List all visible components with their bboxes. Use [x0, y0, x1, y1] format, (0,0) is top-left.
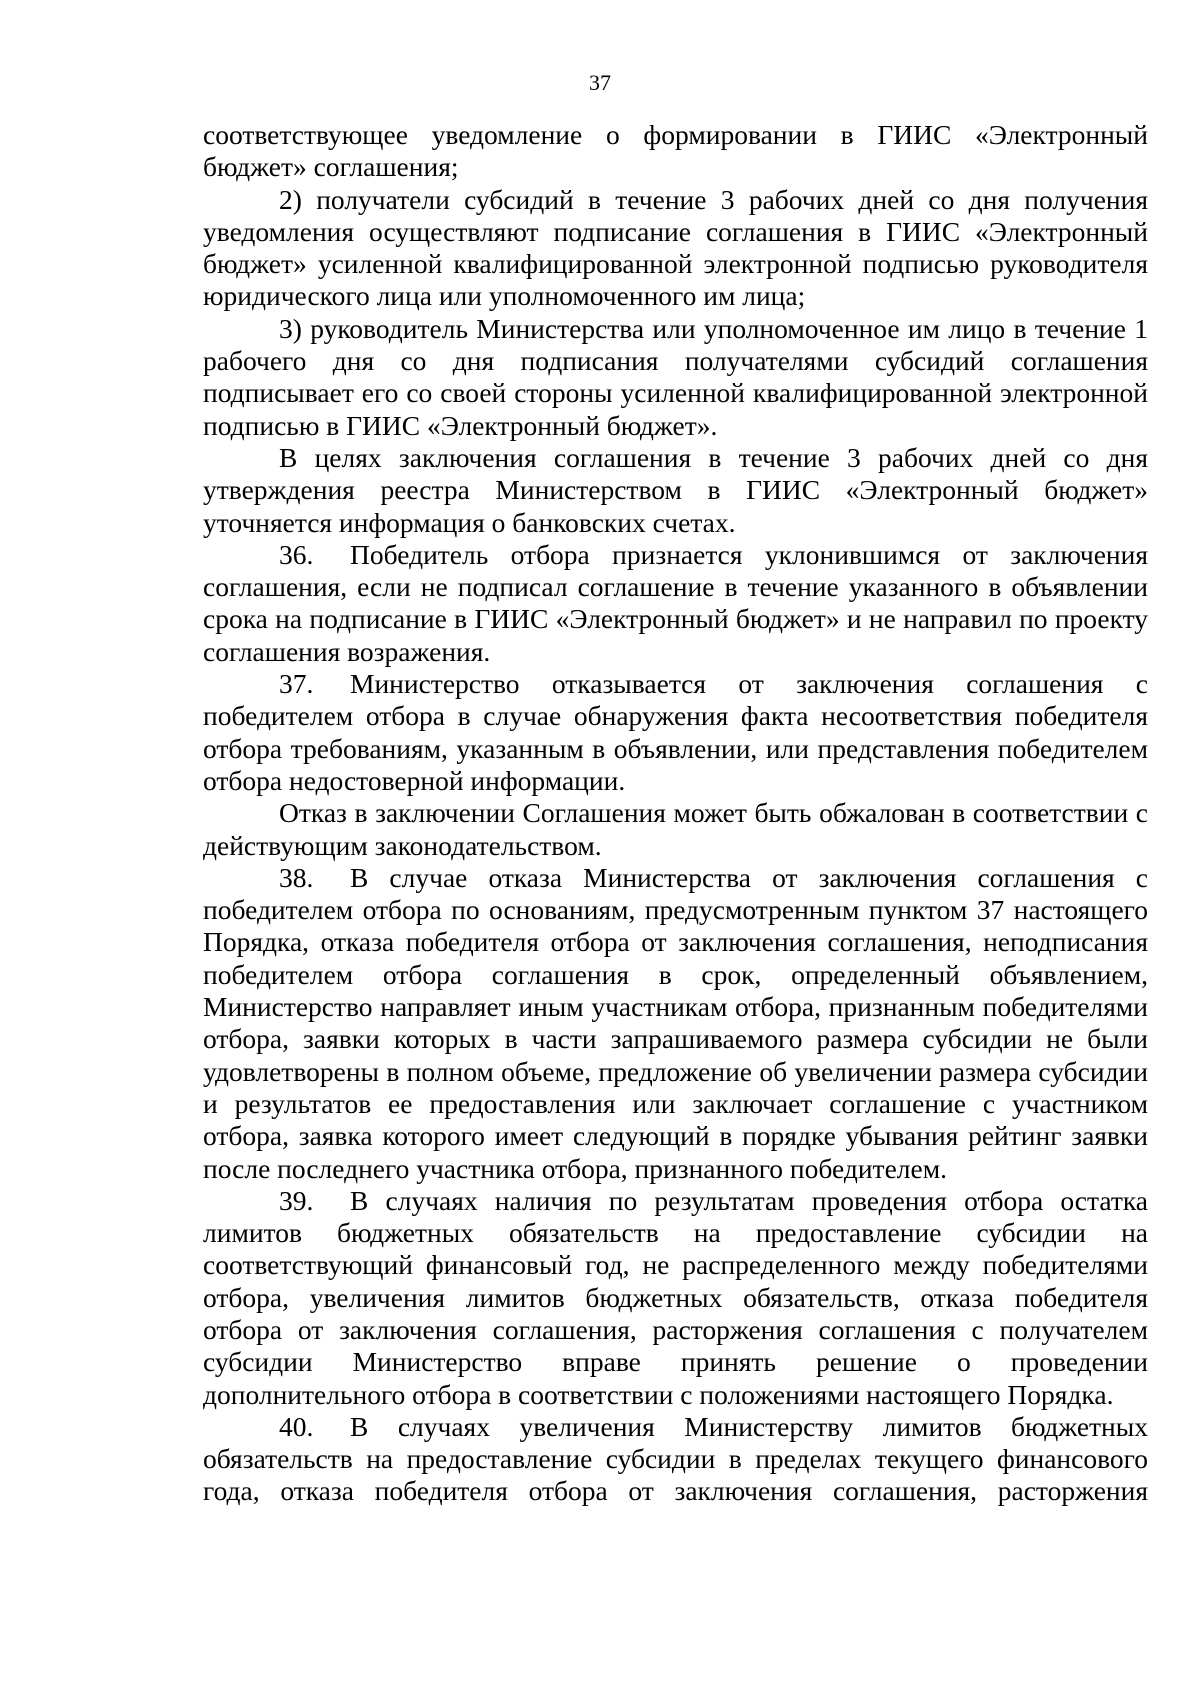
numbered-paragraph — [203, 862, 1148, 1185]
paragraph-number: 39. — [279, 1184, 314, 1216]
paragraph-number: 36. — [279, 538, 314, 570]
paragraph-text: соответствующее уведомление о формировании в ГИИС «Электронный бюджет» соглашения; — [203, 119, 1148, 183]
paragraph-text: В случаях наличия по результатам проведения отбора остатка лимитов бюджетных обязательств на предоставление субсидии на соответствующий финансовый год, не распределенного между победителями отбора, увеличения лимитов бюджетных обязательств, отказа победителя отбора от заключения соглашения, расторжения соглашения с получателем субсидии Министерство вправе принять решение о проведении дополнительного отбора в соответствии с положениями настоящего Порядка. — [203, 1184, 1148, 1410]
paragraph-text: Отказ в заключении Соглашения может быть обжалован в соответствии с действующим законодательством. — [203, 797, 1148, 861]
numbered-paragraph — [203, 1185, 1148, 1411]
paragraph — [203, 184, 1148, 313]
page-number: 37 — [589, 70, 611, 95]
paragraph — [203, 797, 1148, 862]
paragraph — [203, 313, 1148, 442]
paragraph-number: 38. — [279, 861, 314, 893]
paragraph-text: В случае отказа Министерства от заключения соглашения с победителем отбора по основаниям, предусмотренным пунктом 37 настоящего Порядка, отказа победителя отбора от заключения соглашения, неподписания победителем отбора соглашения в срок, определенный объявлением, Министерство направляет иным участникам отбора, признанным победителями отбора, заявки которых в части запрашиваемого размера субсидии не были удовлетворены в полном объеме, предложение об увеличении размера субсидии и результатов ее предоставления или заключает соглашение с участником отбора, заявка которого имеет следующий в порядке убывания рейтинг заявки после последнего участника отбора, признанного победителем. — [203, 861, 1148, 1184]
numbered-paragraph — [203, 668, 1148, 797]
paragraph-text: 2) получатели субсидий в течение 3 рабочих дней со дня получения уведомления осуществляют подписание соглашения в ГИИС «Электронный бюджет» усиленной квалифицированной электронной подписью руководителя юридического лица или уполномоченного им лица; — [203, 183, 1148, 312]
paragraph-text: Министерство отказывается от заключения соглашения с победителем отбора в случае обнаружения факта несоответствия победителя отбора требованиям, указанным в объявлении, или представления победителем отбора недостоверной информации. — [203, 668, 1148, 796]
paragraph-text: Победитель отбора признается уклонившимся от заключения соглашения, если не подписал соглашение в течение указанного в объявлении срока на подписание в ГИИС «Электронный бюджет» и не направил по проекту соглашения возражения. — [203, 538, 1148, 667]
paragraph-text: В случаях увеличения Министерству лимитов бюджетных обязательств на предоставление субсидии в пределах текущего финансового года, отказа победителя отбора от заключения соглашения, расторжения — [203, 1410, 1148, 1507]
paragraph-number: 40. — [279, 1410, 314, 1442]
paragraph — [203, 119, 1148, 184]
numbered-paragraph — [203, 1411, 1148, 1508]
document-body — [203, 119, 1148, 1508]
paragraph-text: В целях заключения соглашения в течение 3 рабочих дней со дня утверждения реестра Министерством в ГИИС «Электронный бюджет» уточняется информация о банковских счетах. — [203, 441, 1148, 538]
numbered-paragraph — [203, 539, 1148, 668]
paragraph — [203, 442, 1148, 539]
paragraph-number: 37. — [279, 668, 314, 700]
paragraph-text: 3) руководитель Министерства или уполномоченное им лицо в течение 1 рабочего дня со дня подписания получателями субсидий соглашения подписывает его со своей стороны усиленной квалифицированной электронной подписью в ГИИС «Электронный бюджет». — [203, 312, 1148, 441]
